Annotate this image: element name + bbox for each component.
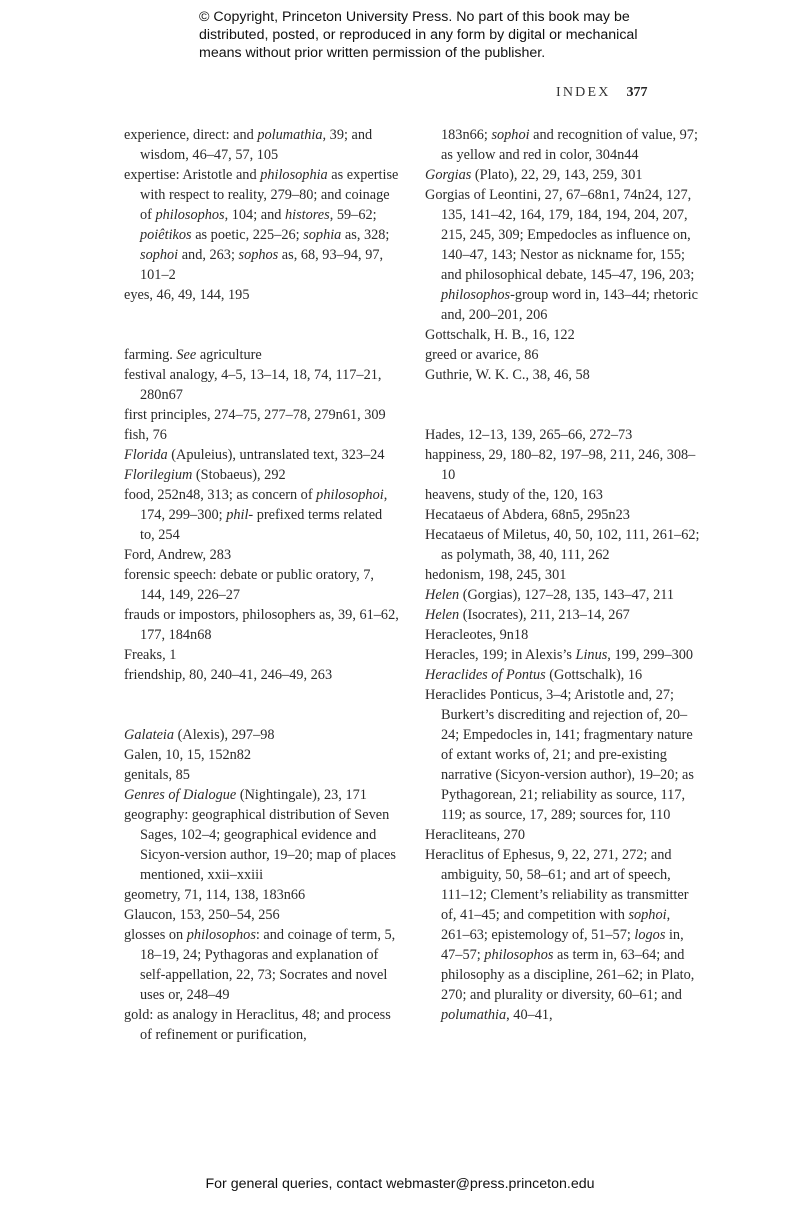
running-head: [556, 84, 648, 102]
section-label: INDEX: [556, 85, 611, 100]
index-entry: genitals, 85: [124, 767, 190, 783]
index-entry: Heracleotes, 9n18: [425, 627, 529, 643]
index-entry: Hecataeus of Miletus, 40, 50, 102, 111, 261–62; as polymath, 38, 40, 111, 262: [425, 527, 700, 563]
index-entry: first principles, 274–75, 277–78, 279n61, 309: [124, 407, 386, 423]
index-entry: gold: as analogy in Heraclitus, 48; and process of refinement or purification,: [124, 1007, 391, 1043]
index-entry: expertise: Aristotle and philosophia as expertise with respect to reality, 279–80; and coinage of philosophos, 104; and histores, 59–62; poiêtikos as poetic, 225–26; sophia as, 328; sophoi and, 263; sophos as, 68, 93–94, 97, 101–2: [124, 167, 399, 283]
index-entry: Gorgias (Plato), 22, 29, 143, 259, 301: [425, 167, 643, 183]
index-entry: Heraclides of Pontus (Gottschalk), 16: [425, 667, 643, 683]
copyright-line: distributed, posted, or reproduced in any form by digital or mechanical: [199, 27, 638, 43]
index-entry: Gorgias of Leontini, 27, 67–68n1, 74n24, 127, 135, 141–42, 164, 179, 184, 194, 204, 207, 215, 245, 309; Empedocles as influence on, 140–47, 143; Nestor as nickname for, 155; and philosophical debate, 145–47, 196, 203; philosophos-group word in, 143–44; rhetoric and, 200–201, 206: [425, 187, 698, 323]
index-entry: Florida (Apuleius), untranslated text, 323–24: [124, 447, 385, 463]
index-column-right: [425, 125, 700, 1025]
index-entry: Genres of Dialogue (Nightingale), 23, 171: [124, 787, 367, 803]
index-column-left: [124, 125, 399, 1045]
index-entry: experience, direct: and polumathia, 39; and wisdom, 46–47, 57, 105: [124, 127, 373, 163]
index-entry: fish, 76: [124, 427, 167, 443]
index-entry: glosses on philosophos: and coinage of term, 5, 18–19, 24; Pythagoras and explanation of self-appellation, 22, 73; Socrates and novel uses or, 248–49: [124, 927, 396, 1003]
index-entry: Guthrie, W. K. C., 38, 46, 58: [425, 367, 590, 383]
index-entry: geometry, 71, 114, 138, 183n66: [124, 887, 306, 903]
index-entry: Ford, Andrew, 283: [124, 547, 232, 563]
index-entry: forensic speech: debate or public oratory, 7, 144, 149, 226–27: [124, 567, 374, 603]
index-entry: Freaks, 1: [124, 647, 177, 663]
index-entry: greed or avarice, 86: [425, 347, 539, 363]
index-entry: food, 252n48, 313; as concern of philosophoi, 174, 299–300; phil- prefixed terms related to, 254: [124, 487, 388, 543]
index-entry: heavens, study of the, 120, 163: [425, 487, 603, 503]
index-entry: farming. See agriculture: [124, 347, 262, 363]
index-entry: happiness, 29, 180–82, 197–98, 211, 246, 308–10: [425, 447, 696, 483]
index-entry: hedonism, 198, 245, 301: [425, 567, 567, 583]
index-entry: Gottschalk, H. B., 16, 122: [425, 327, 575, 343]
index-entry: Helen (Gorgias), 127–28, 135, 143–47, 211: [425, 587, 674, 603]
index-entry: geography: geographical distribution of Seven Sages, 102–4; geographical evidence and Sicyon-version author, 19–20; map of places mentioned, xxii–xxiii: [124, 807, 396, 883]
index-entry: Heraclitus of Ephesus, 9, 22, 271, 272; and ambiguity, 50, 58–61; and art of speech, 111–12; Clement’s reliability as transmitter of, 41–45; and competition with sophoi, 261–63; epistemology of, 51–57; logos in, 47–57; philosophos as term in, 63–64; and philosophy as a discipline, 261–62; in Plato, 270; and plurality or diversity, 60–61; and polumathia, 40–41,: [425, 847, 695, 1023]
index-entry: Hades, 12–13, 139, 265–66, 272–73: [425, 427, 633, 443]
copyright-line: © Copyright, Princeton University Press. No part of this book may be: [199, 9, 630, 25]
index-entry: Hecataeus of Abdera, 68n5, 295n23: [425, 507, 630, 523]
index-entry: eyes, 46, 49, 144, 195: [124, 287, 250, 303]
index-entry: Glaucon, 153, 250–54, 256: [124, 907, 280, 923]
footer-contact: For general queries, contact webmaster@press.princeton.edu: [205, 1176, 595, 1192]
index-entry: festival analogy, 4–5, 13–14, 18, 74, 117–21, 280n67: [124, 367, 382, 403]
index-entry: Heracliteans, 270: [425, 827, 526, 843]
letter-group-gap: [124, 685, 399, 725]
copyright-notice: [199, 8, 669, 62]
index-entry: Heracles, 199; in Alexis’s Linus, 199, 299–300: [425, 647, 694, 663]
letter-group-gap: [124, 305, 399, 345]
copyright-line: means without prior written permission of the publisher.: [199, 45, 546, 61]
index-entry: Galen, 10, 15, 152n82: [124, 747, 252, 763]
index-entry: Helen (Isocrates), 211, 213–14, 267: [425, 607, 630, 623]
index-entry: 183n66; sophoi and recognition of value, 97; as yellow and red in color, 304n44: [441, 127, 698, 163]
page-number: 377: [626, 85, 648, 100]
index-entry: friendship, 80, 240–41, 246–49, 263: [124, 667, 333, 683]
index-entry: Heraclides Ponticus, 3–4; Aristotle and, 27; Burkert’s discrediting and rejection of, 20–24; Empedocles in, 141; fragmentary nature of extant works of, 21; and pre-existing narrative (Sicyon-version author), 19–20; as Pythagorean, 21; reliability as source, 117, 119; as source, 17, 289; sources for, 110: [425, 687, 694, 823]
index-entry: Galateia (Alexis), 297–98: [124, 727, 275, 743]
index-entry: Florilegium (Stobaeus), 292: [124, 467, 286, 483]
letter-group-gap: [425, 385, 700, 425]
index-entry: frauds or impostors, philosophers as, 39, 61–62, 177, 184n68: [124, 607, 399, 643]
